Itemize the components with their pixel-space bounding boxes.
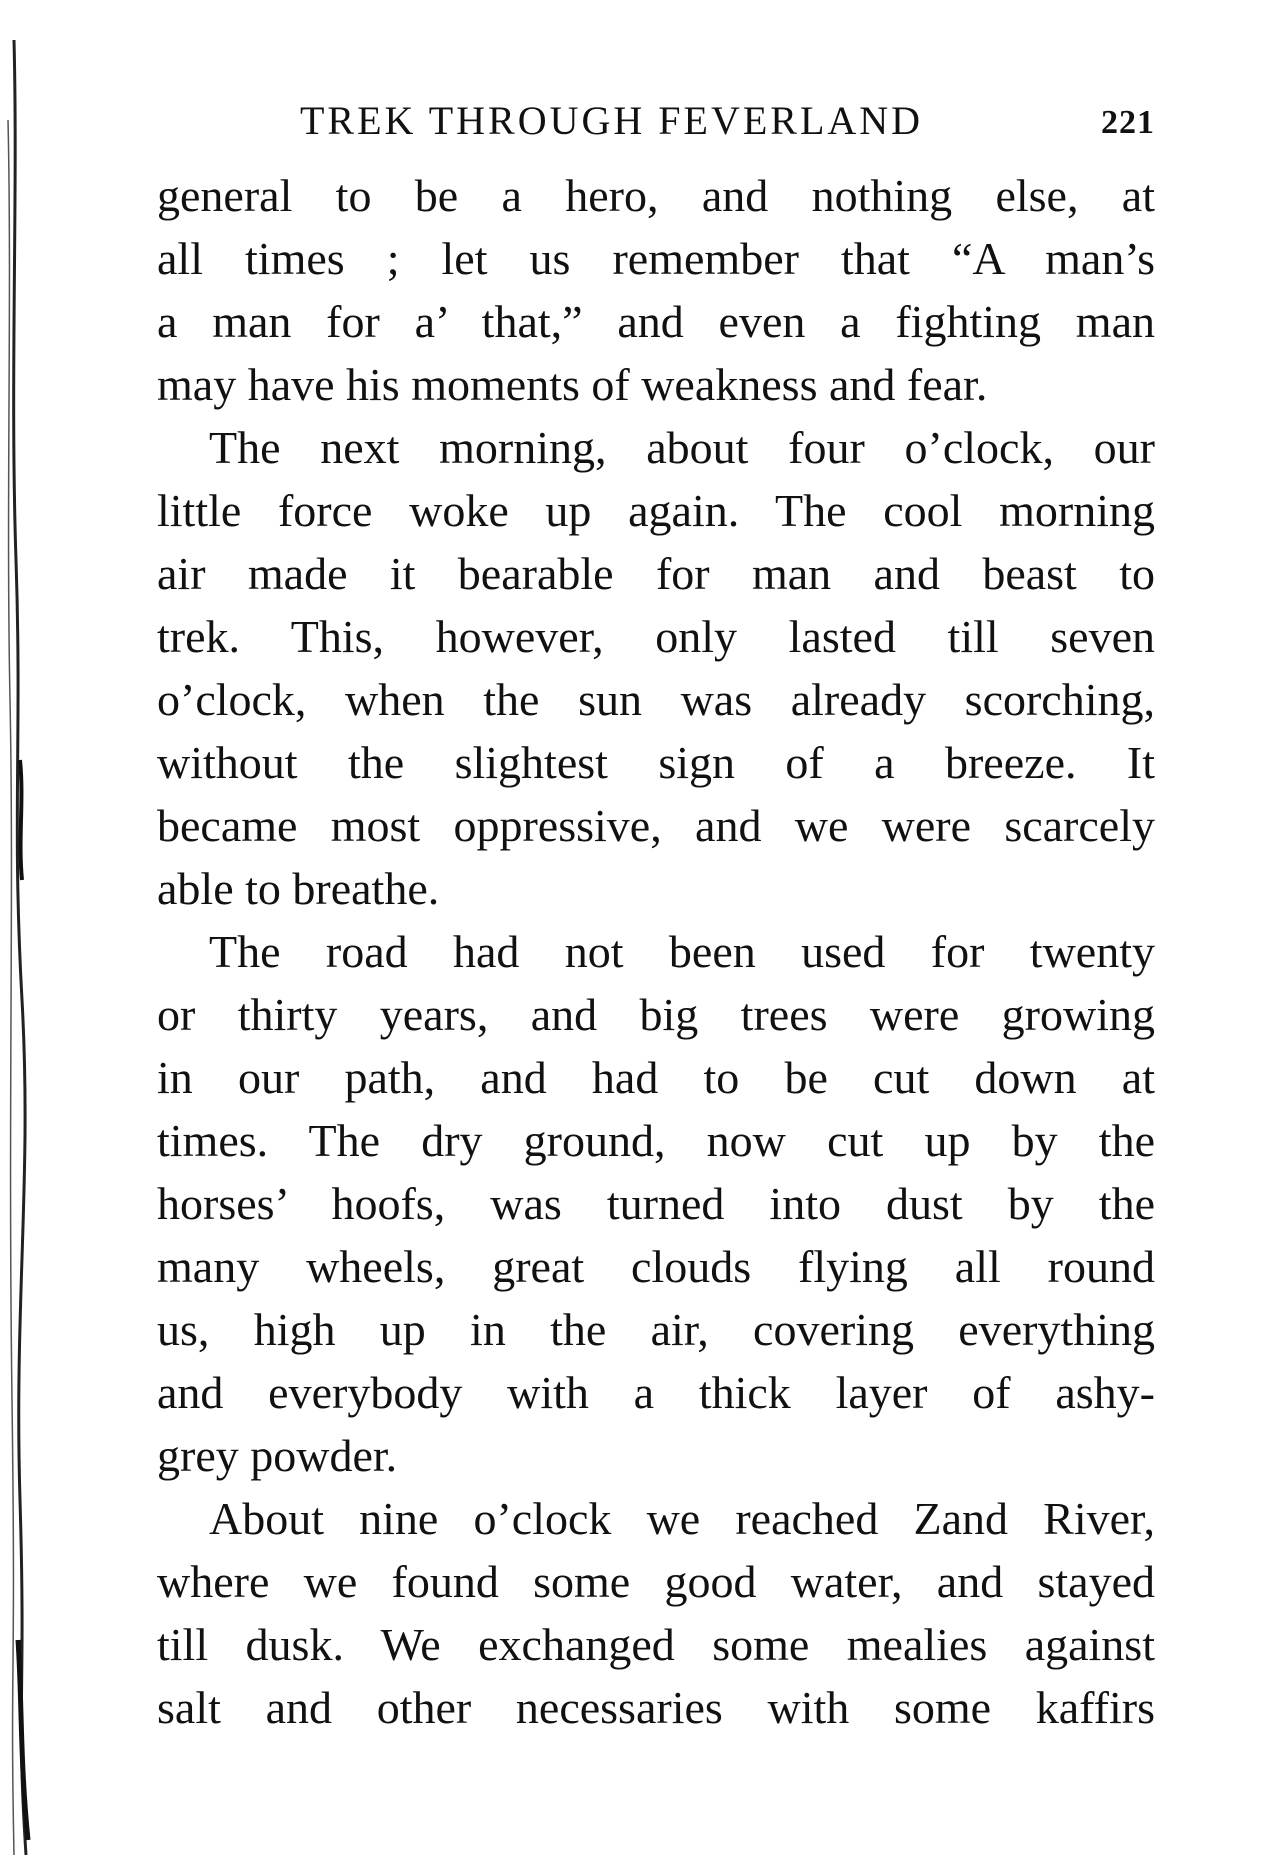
text-line: us, high up in the air, covering everything	[157, 1304, 1155, 1355]
text-line: or thirty years, and big trees were growing	[157, 989, 1155, 1040]
text-line: able to breathe.	[157, 863, 440, 914]
text-line: all times ; let us remember that “A man’s	[157, 233, 1155, 284]
text-line: About nine o’clock we reached Zand River,	[209, 1493, 1155, 1544]
text-line: became most oppressive, and we were scarcely	[157, 800, 1155, 851]
text-line: general to be a hero, and nothing else, at	[157, 170, 1155, 221]
paragraph	[157, 1487, 1155, 1739]
paragraph	[157, 164, 1155, 416]
body-text	[157, 164, 1155, 1739]
text-line: o’clock, when the sun was already scorching,	[157, 674, 1155, 725]
text-line: many wheels, great clouds flying all round	[157, 1241, 1155, 1292]
text-line: grey powder.	[157, 1430, 398, 1481]
text-line: a man for a’ that,” and even a fighting man	[157, 296, 1155, 347]
running-head	[300, 96, 1155, 146]
text-line: in our path, and had to be cut down at	[157, 1052, 1155, 1103]
paragraph	[157, 416, 1155, 920]
binding-edge-shadow	[0, 0, 40, 1855]
running-head-title: TREK THROUGH FEVERLAND	[300, 98, 924, 143]
text-line: little force woke up again. The cool morning	[157, 485, 1155, 536]
text-line: trek. This, however, only lasted till seven	[157, 611, 1155, 662]
page-number: 221	[1101, 104, 1155, 141]
text-line: times. The dry ground, now cut up by the	[157, 1115, 1155, 1166]
text-line: salt and other necessaries with some kaffirs	[157, 1682, 1155, 1733]
text-line: may have his moments of weakness and fear.	[157, 359, 988, 410]
text-line: The road had not been used for twenty	[209, 926, 1155, 977]
text-line: The next morning, about four o’clock, our	[209, 422, 1155, 473]
text-line: without the slightest sign of a breeze. It	[157, 737, 1155, 788]
text-line: air made it bearable for man and beast to	[157, 548, 1155, 599]
text-line: where we found some good water, and stayed	[157, 1556, 1155, 1607]
text-line: till dusk. We exchanged some mealies against	[157, 1619, 1155, 1670]
text-line: and everybody with a thick layer of ashy-	[157, 1367, 1155, 1418]
text-line: horses’ hoofs, was turned into dust by the	[157, 1178, 1155, 1229]
paragraph	[157, 920, 1155, 1487]
